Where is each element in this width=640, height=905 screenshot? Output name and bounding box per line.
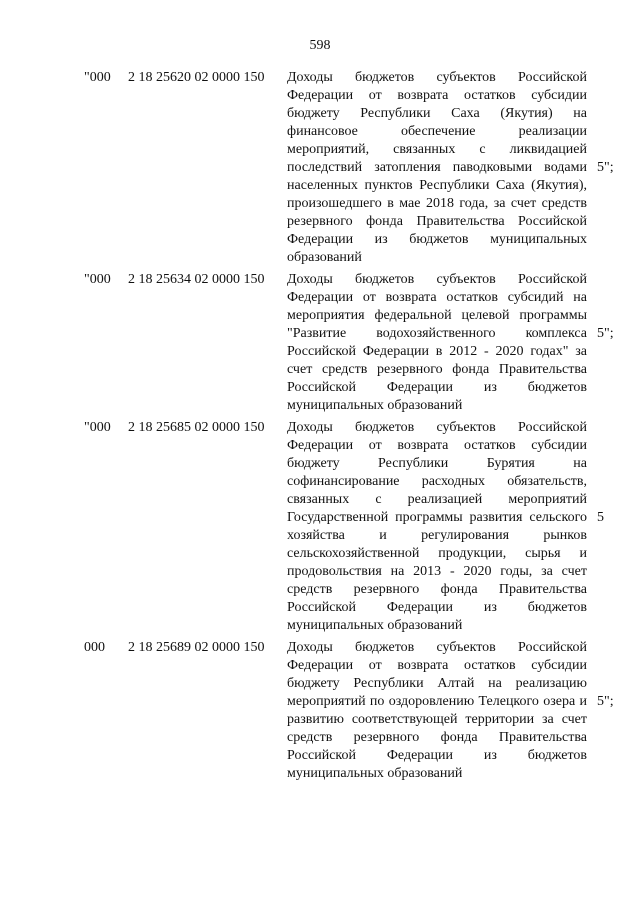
row-kbk-code: 2 18 25689 02 0000 150	[128, 640, 265, 655]
row-code: "000	[84, 272, 111, 287]
row-value: 5";	[597, 694, 614, 709]
page-number: 598	[309, 38, 331, 53]
row-code: "000	[84, 70, 111, 85]
row-description: Доходы бюджетов субъектов Российской Федерации от возврата остатков субсидии бюджету Республики Саха (Якутия) на финансовое обеспечение реализации мероприятий, связанных с ликвидацией последствий затопления паводковыми водами населенных пунктов Республики Саха (Якутия), произошедшего в мае 2018 года, за счет средств резервного фонда Правительства Российской Федерации из бюджетов муниципальных образований	[287, 70, 587, 265]
row-description: Доходы бюджетов субъектов Российской Федерации от возврата остатков субсидии бюджету Республики Алтай на реализацию мероприятий по оздоровлению Телецкого озера и развитию соответствующей территории за счет средств резервного фонда Правительства Российской Федерации из бюджетов муниципальных образований	[287, 640, 587, 781]
row-description: Доходы бюджетов субъектов Российской Федерации от возврата остатков субсидий на мероприятия федеральной целевой программы "Развитие водохозяйственного комплекса Российской Федерации в 2012 - 2020 годах" за счет средств резервного фонда Правительства Российской Федерации из бюджетов муниципальных образований	[287, 272, 587, 413]
table-row	[0, 271, 640, 415]
row-kbk-code: 2 18 25634 02 0000 150	[128, 272, 265, 287]
row-value: 5";	[597, 160, 614, 175]
revenue-table	[0, 69, 640, 787]
row-value: 5	[597, 510, 604, 525]
row-kbk-code: 2 18 25685 02 0000 150	[128, 420, 265, 435]
row-code: 000	[84, 640, 105, 655]
table-row	[0, 69, 640, 267]
row-code: "000	[84, 420, 111, 435]
row-kbk-code: 2 18 25620 02 0000 150	[128, 70, 265, 85]
table-row	[0, 639, 640, 783]
row-value: 5";	[597, 326, 614, 341]
row-description: Доходы бюджетов субъектов Российской Федерации от возврата остатков субсидии бюджету Республики Бурятия на софинансирование расходных обязательств, связанных с реализацией мероприятий Государственной программы развития сельского хозяйства и регулирования рынков сельскохозяйственной продукции, сырья и продовольствия на 2013 - 2020 годы, за счет средств резервного фонда Правительства Российской Федерации из бюджетов муниципальных образований	[287, 420, 587, 633]
table-row	[0, 419, 640, 635]
